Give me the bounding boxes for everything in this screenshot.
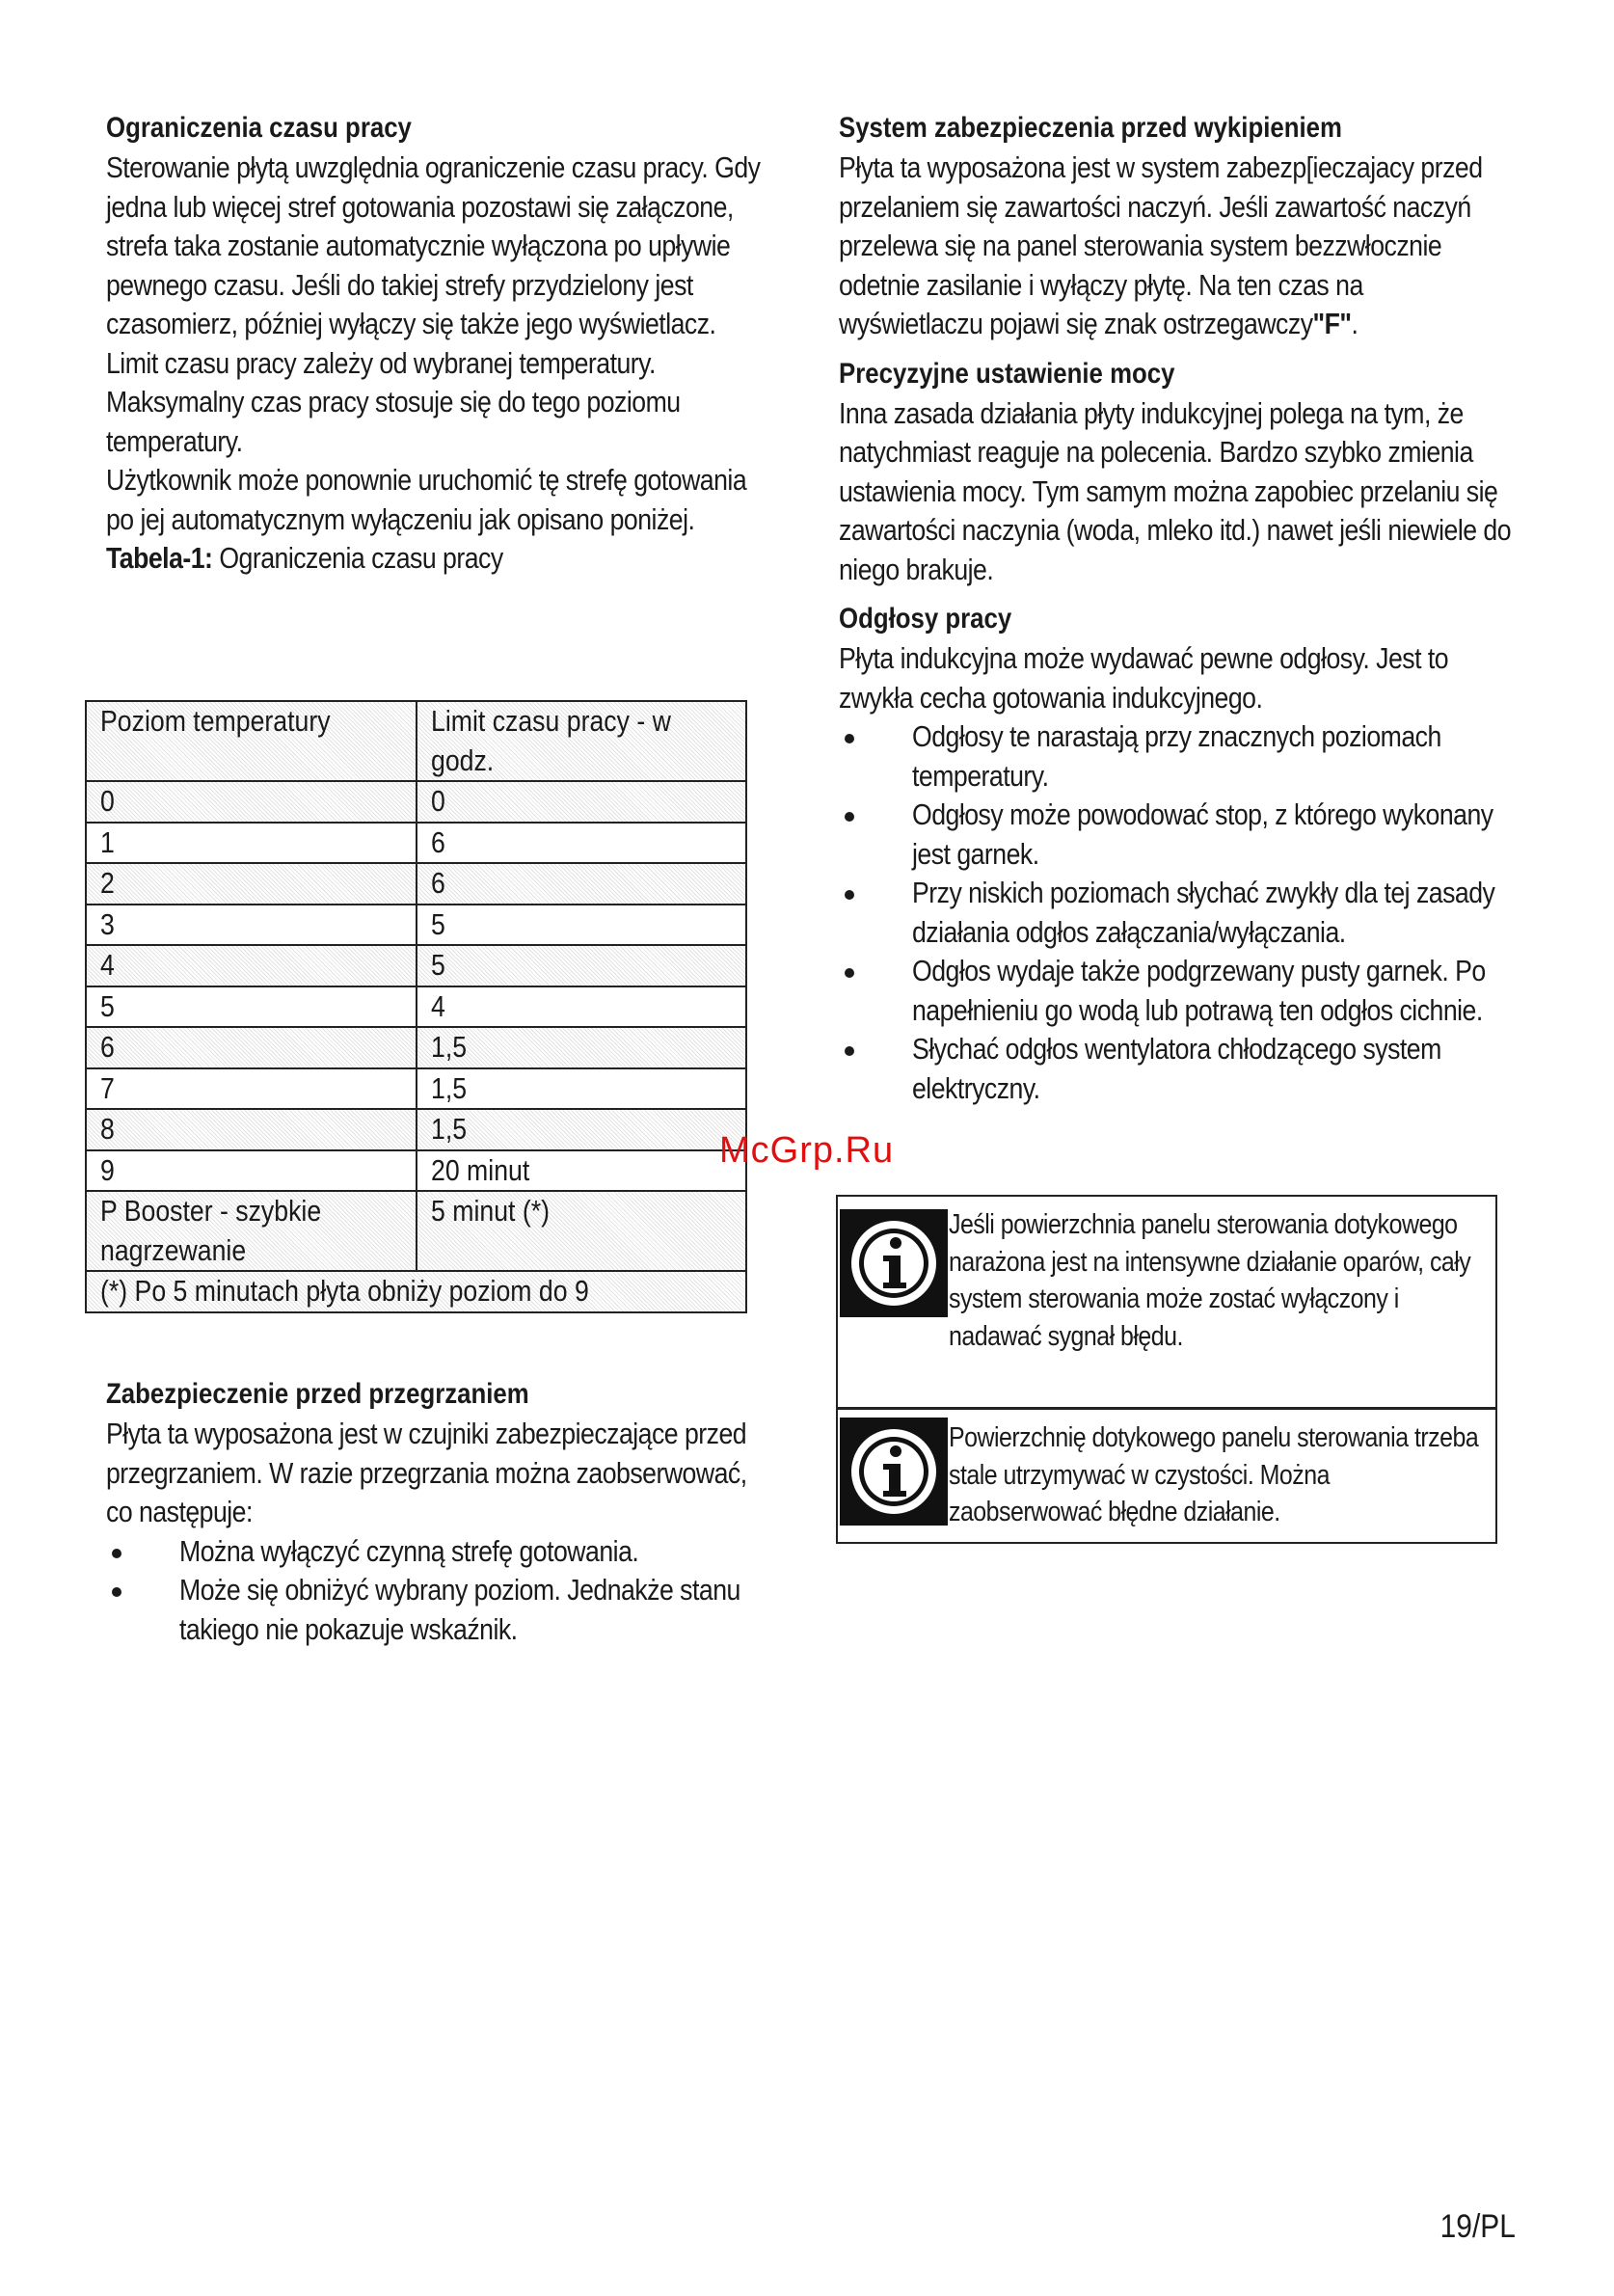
power-paragraph: Inna zasada działania płyty indukcyjnej polega na tym, że natychmiast reaguje na polecenia. Bardzo szybko zmienia ustawienia mocy. Tym samym można zapobiec przelaniu się zawartości naczynia (woda, mleko itd.) nawet jeśli niewiele do niego brakuje. bbox=[839, 395, 1512, 586]
table-footnote: (*) Po 5 minutach płyta obniży poziom do 9 bbox=[86, 1271, 746, 1312]
info-notes bbox=[836, 1195, 1497, 1544]
bullet-icon bbox=[845, 968, 854, 978]
time-limit-paragraph-2: Limit czasu pracy zależy od wybranej temperatury. Maksymalny czas pracy stosuje się do tego poziomu temperatury. bbox=[106, 345, 681, 458]
time-limit-paragraph-1: Sterowanie płytą uwzględnia ograniczenie czasu pracy. Gdy jedna lub więcej stref gotowania pozostawi się załączone, strefa taka zostanie automatycznie wyłączona po upływie pewnego czasu. Jeśli do takiej strefy przydzielony jest czasomierz, później wyłączy się także jego wyświetlacz. bbox=[106, 150, 761, 340]
table-cell: 0 bbox=[86, 781, 417, 823]
section-title-time-limit: Ograniczenia czasu pracy bbox=[106, 112, 412, 144]
table-row bbox=[86, 863, 746, 905]
table-row bbox=[86, 986, 746, 1028]
list-item: Odgłos wydaje także podgrzewany pusty garnek. Po napełnieniu go wodą lub potrawą ten odgłos cichnie. bbox=[839, 952, 1514, 1030]
info-note-text: Powierzchnię dotykowego panelu sterowania trzeba stale utrzymywać w czystości. Można zaobserwować błędne działanie. bbox=[949, 1422, 1479, 1527]
bullet-icon bbox=[845, 734, 854, 743]
bullet-icon bbox=[112, 1549, 121, 1558]
table-row bbox=[86, 1109, 746, 1150]
left-column bbox=[106, 108, 781, 579]
list-item: Można wyłączyć czynną strefę gotowania. bbox=[106, 1532, 781, 1572]
section-title-power: Precyzyjne ustawienie mocy bbox=[839, 357, 1175, 390]
table-cell: 2 bbox=[86, 863, 417, 905]
time-limit-table bbox=[85, 700, 747, 1313]
table-cell: 6 bbox=[417, 823, 746, 864]
table-cell: 5 bbox=[417, 905, 746, 946]
info-note bbox=[838, 1410, 1495, 1542]
table-footnote-row bbox=[86, 1271, 746, 1312]
section-title-boil-over: System zabezpieczenia przed wykipieniem bbox=[839, 112, 1342, 144]
bullet-icon bbox=[845, 812, 854, 822]
table-caption-text: Ograniczenia czasu pracy bbox=[212, 541, 503, 575]
left-column-lower bbox=[106, 1374, 781, 1649]
table-row bbox=[86, 1150, 746, 1192]
table-cell: P Booster - szybkie nagrzewanie bbox=[86, 1191, 417, 1271]
table-cell: 1 bbox=[86, 823, 417, 864]
noise-paragraph: Płyta indukcyjna może wydawać pewne odgłosy. Jest to zwykła cecha gotowania indukcyjnego. bbox=[839, 641, 1449, 715]
table-caption bbox=[106, 539, 779, 579]
table-cell: 1,5 bbox=[417, 1068, 746, 1110]
table-cell: 6 bbox=[86, 1027, 417, 1068]
table-row bbox=[86, 1027, 746, 1068]
table-header-row bbox=[86, 701, 746, 781]
table-cell: 6 bbox=[417, 863, 746, 905]
info-note bbox=[838, 1197, 1495, 1410]
table-cell: 5 bbox=[417, 945, 746, 986]
list-item: Przy niskich poziomach słychać zwykły dla tej zasady działania odgłos załączania/wyłączania. bbox=[839, 874, 1514, 952]
info-note-text: Jeśli powierzchnia panelu sterowania dotykowego narażona jest na intensywne działanie oparów, cały system sterowania może zostać wyłączony i nadawać sygnał błędu. bbox=[949, 1209, 1471, 1352]
table-row bbox=[86, 945, 746, 986]
table-cell: 5 bbox=[86, 986, 417, 1028]
boil-over-paragraph: Płyta ta wyposażona jest w system zabezp[ieczajacy przed przelaniem się zawartości naczyń. Jeśli zawartość naczyń przelewa się na panel sterowania system bezzwłocznie odetnie zasilanie i wyłączy płytę. Na ten czas na wyświetlaczu pojawi się znak ostrzegawczy"F". bbox=[839, 150, 1483, 340]
overheat-list bbox=[106, 1532, 781, 1650]
table-cell: 1,5 bbox=[417, 1109, 746, 1150]
info-icon bbox=[838, 1410, 949, 1542]
overheat-paragraph: Płyta ta wyposażona jest w czujniki zabezpieczające przed przegrzaniem. W razie przegrzania można zaobserwować, co następuje: bbox=[106, 1417, 747, 1528]
table-cell: 0 bbox=[417, 781, 746, 823]
table-row bbox=[86, 823, 746, 864]
list-item: Słychać odgłos wentylatora chłodzącego system elektryczny. bbox=[839, 1030, 1514, 1108]
table-cell: 9 bbox=[86, 1150, 417, 1192]
table-row bbox=[86, 905, 746, 946]
bullet-icon bbox=[845, 890, 854, 900]
table-cell: 7 bbox=[86, 1068, 417, 1110]
info-icon bbox=[838, 1197, 949, 1407]
section-title-overheat: Zabezpieczenie przed przegrzaniem bbox=[106, 1378, 529, 1410]
warning-sign-f: "F" bbox=[1312, 307, 1352, 340]
page-number: 19/PL bbox=[1439, 2208, 1516, 2245]
table-cell: 1,5 bbox=[417, 1027, 746, 1068]
table-cell: 3 bbox=[86, 905, 417, 946]
table-cell: 4 bbox=[417, 986, 746, 1028]
list-item: Może się obniżyć wybrany poziom. Jednakże stanu takiego nie pokazuje wskaźnik. bbox=[106, 1571, 781, 1649]
table-caption-label: Tabela-1: bbox=[106, 541, 213, 575]
table-row bbox=[86, 1068, 746, 1110]
table-header-cell: Limit czasu pracy - w godz. bbox=[417, 701, 746, 781]
time-limit-paragraph-3: Użytkownik może ponownie uruchomić tę strefę gotowania po jej automatycznym wyłączeniu jak opisano poniżej. bbox=[106, 463, 747, 536]
section-title-noise: Odgłosy pracy bbox=[839, 603, 1012, 635]
right-column bbox=[839, 108, 1514, 1108]
bullet-icon bbox=[845, 1046, 854, 1056]
table-cell: 5 minut (*) bbox=[417, 1191, 746, 1271]
table-cell: 8 bbox=[86, 1109, 417, 1150]
table-row bbox=[86, 781, 746, 823]
table-header-cell: Poziom temperatury bbox=[86, 701, 417, 781]
table-cell: 20 minut bbox=[417, 1150, 746, 1192]
list-item: Odgłosy może powodować stop, z którego wykonany jest garnek. bbox=[839, 796, 1514, 874]
table-row bbox=[86, 1191, 746, 1271]
bullet-icon bbox=[112, 1587, 121, 1597]
watermark: McGrp.Ru bbox=[719, 1130, 895, 1171]
noise-list bbox=[839, 717, 1514, 1108]
list-item: Odgłosy te narastają przy znacznych poziomach temperatury. bbox=[839, 717, 1514, 796]
table-cell: 4 bbox=[86, 945, 417, 986]
